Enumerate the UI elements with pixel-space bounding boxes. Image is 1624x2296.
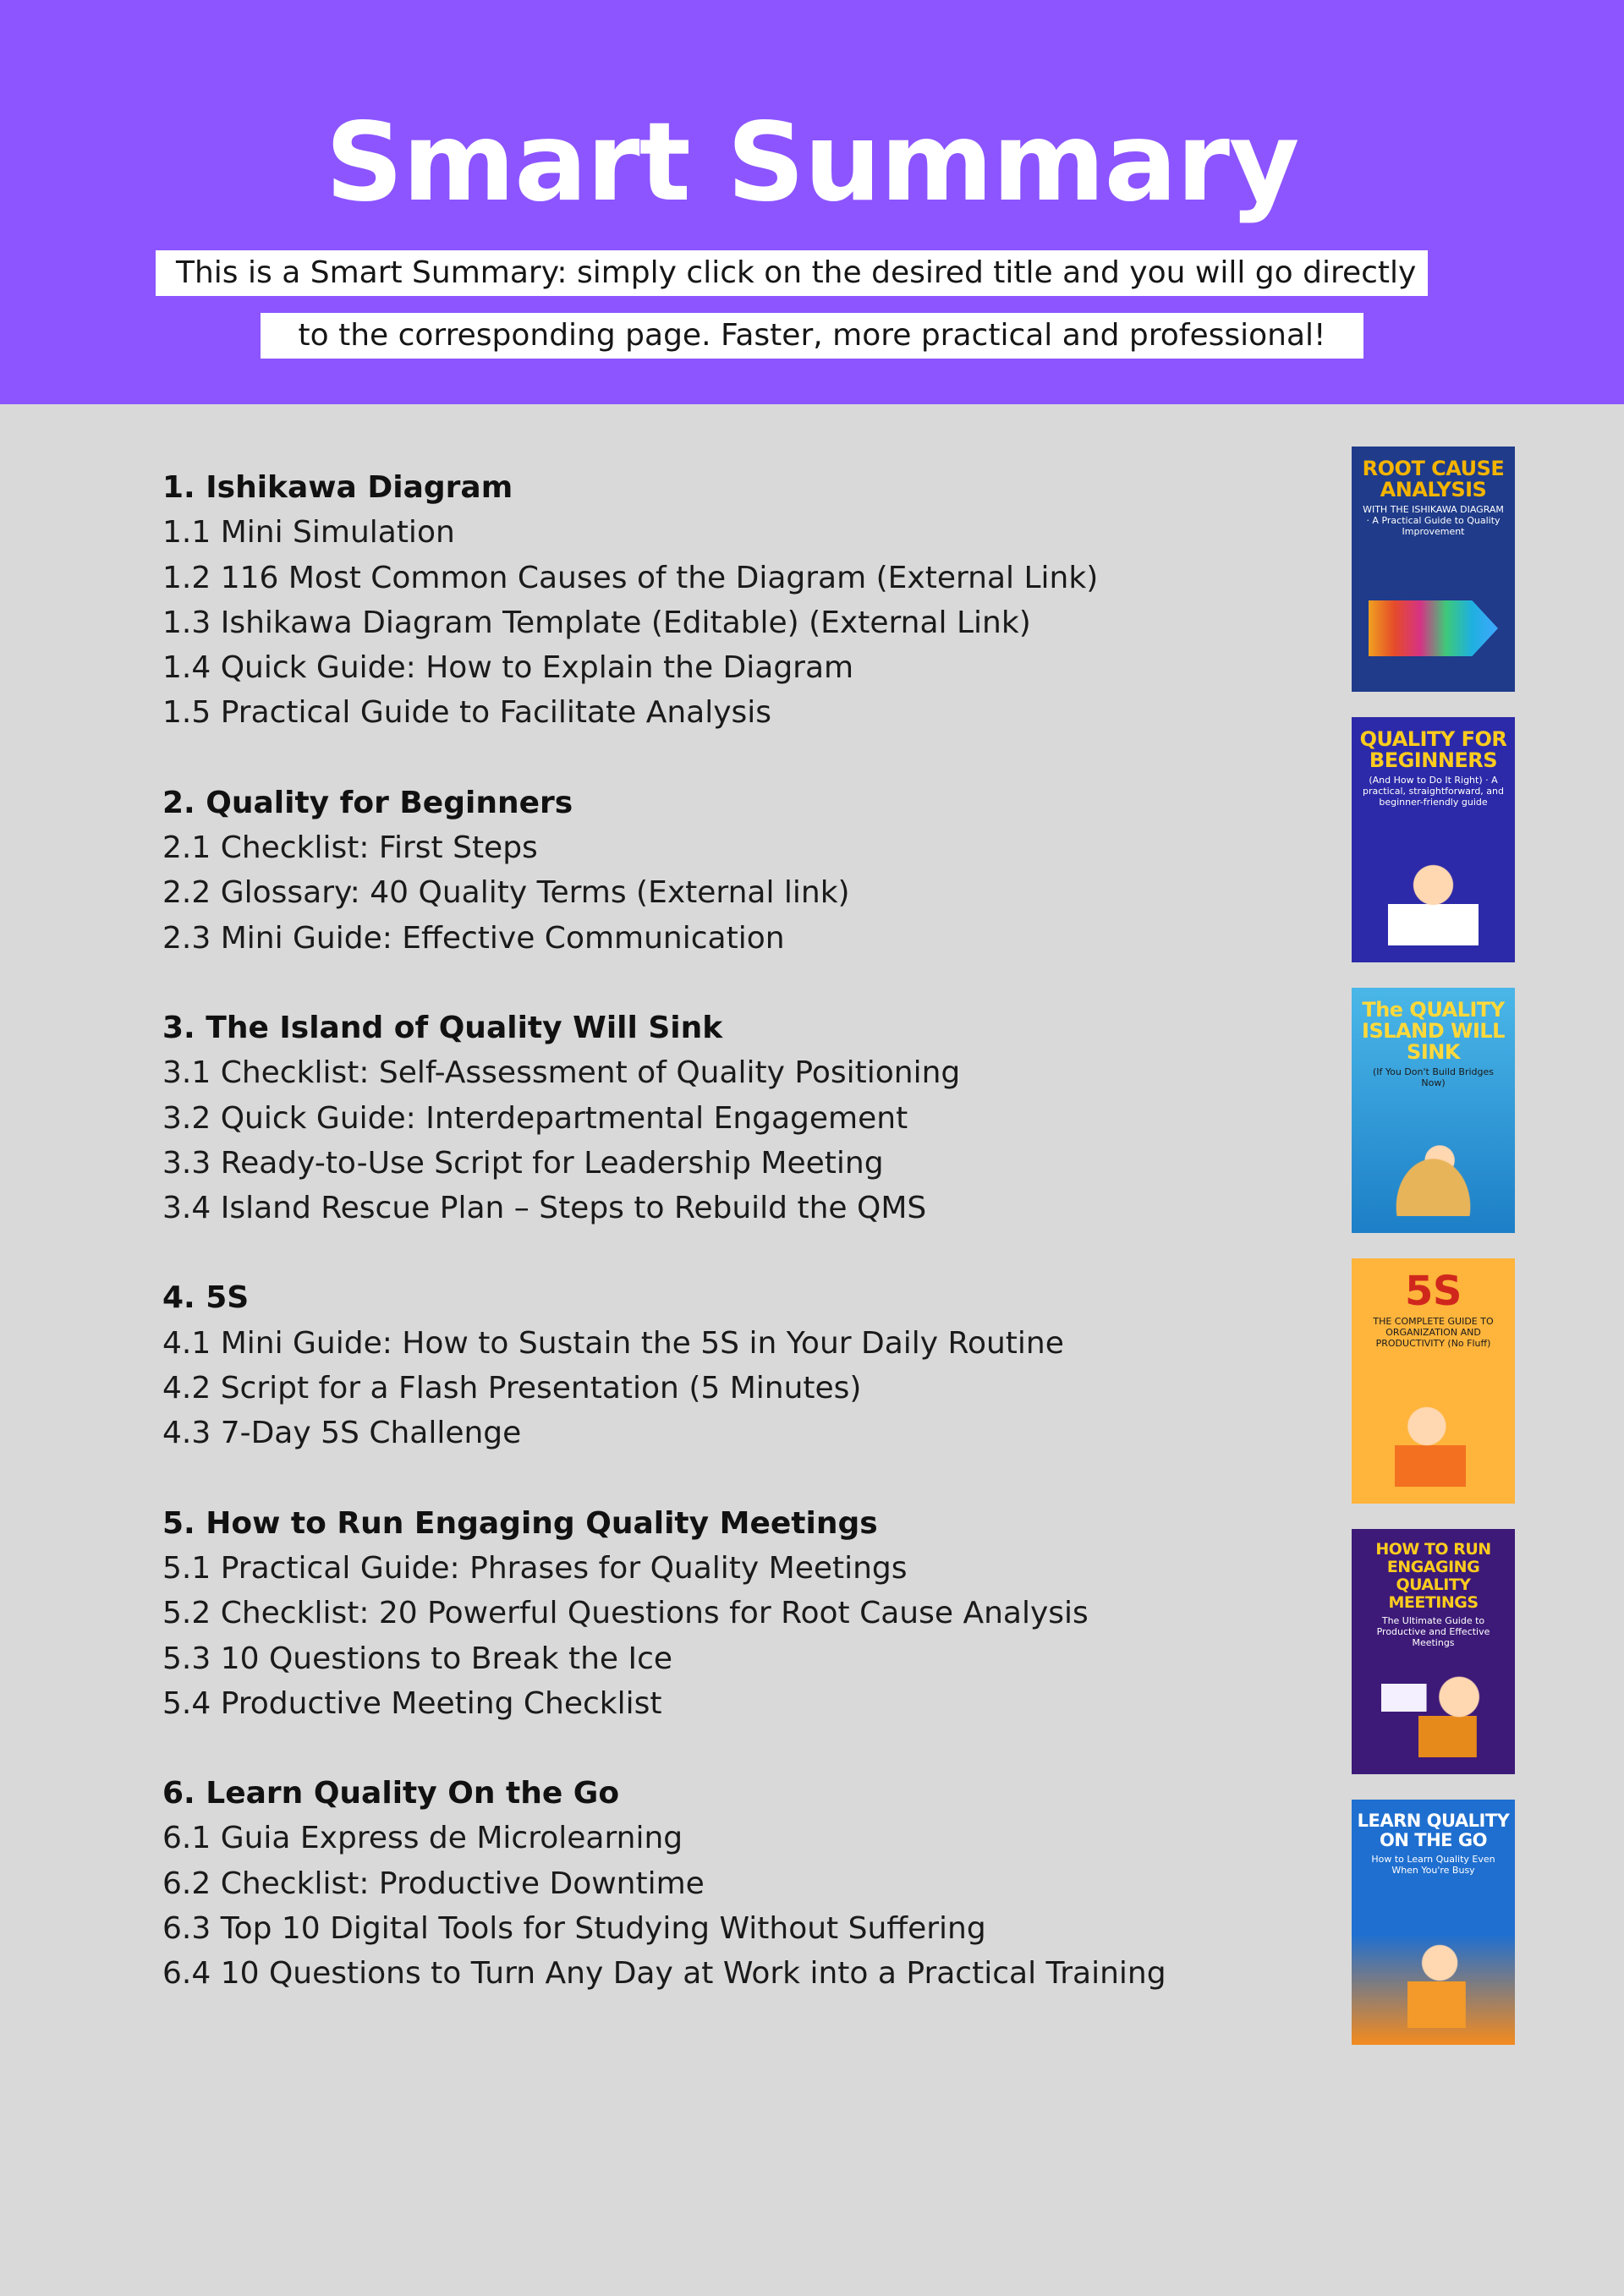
running-person-icon [1369, 1935, 1498, 2028]
toc-section-4 [162, 1275, 1330, 1455]
table-of-contents [162, 465, 1330, 1997]
page-title: Smart Summary [325, 100, 1299, 226]
island-icon [1369, 1123, 1498, 1216]
toc-item[interactable]: 1.1 Mini Simulation [162, 515, 455, 551]
toc-item[interactable]: 1.4 Quick Guide: How to Explain the Diagram [162, 650, 854, 686]
toc-section-2 [162, 781, 1330, 961]
toc-item[interactable]: 5.4 Productive Meeting Checklist [162, 1685, 662, 1721]
book-covers-column [1352, 447, 1515, 2070]
toc-item[interactable]: 6.1 Guia Express de Microlearning [162, 1821, 683, 1856]
toc-item[interactable]: 3.1 Checklist: Self-Assessment of Quality Positioning [162, 1055, 961, 1091]
toc-item[interactable]: 2.1 Checklist: First Steps [162, 830, 538, 866]
toc-item[interactable]: 6.2 Checklist: Productive Downtime [162, 1866, 705, 1901]
book-cover-ishikawa[interactable] [1352, 447, 1515, 692]
subtitle-line-2: to the corresponding page. Faster, more practical and professional! [261, 313, 1363, 359]
toc-section-1 [162, 465, 1330, 736]
cover-title: LEARN QUALITY ON THE GO [1357, 1811, 1510, 1850]
cover-subtitle: The Ultimate Guide to Productive and Effective Meetings [1376, 1615, 1490, 1648]
toc-item[interactable]: 6.3 Top 10 Digital Tools for Studying Without Suffering [162, 1911, 986, 1947]
book-cover-quality-island[interactable] [1352, 988, 1515, 1233]
toc-item[interactable]: 4.1 Mini Guide: How to Sustain the 5S in Your Daily Routine [162, 1325, 1064, 1361]
book-cover-quality-meetings[interactable] [1352, 1529, 1515, 1774]
cover-subtitle: THE COMPLETE GUIDE TO ORGANIZATION AND PRODUCTIVITY (No Fluff) [1373, 1316, 1494, 1349]
toc-section-3 [162, 1006, 1330, 1230]
section-title-ishikawa[interactable]: 1. Ishikawa Diagram [162, 470, 513, 505]
cover-title: The QUALITY ISLAND WILL SINK [1362, 998, 1505, 1064]
toc-item[interactable]: 1.2 116 Most Common Causes of the Diagram (External Link) [162, 560, 1099, 595]
book-cover-quality-beginners[interactable] [1352, 717, 1515, 962]
toc-item[interactable]: 5.3 10 Questions to Break the Ice [162, 1641, 673, 1676]
toc-item[interactable]: 1.3 Ishikawa Diagram Template (Editable) (External Link) [162, 605, 1031, 640]
section-title-quality-island[interactable]: 3. The Island of Quality Will Sink [162, 1010, 723, 1045]
toc-item[interactable]: 1.5 Practical Guide to Facilitate Analysis [162, 695, 772, 731]
toc-item[interactable]: 4.3 7-Day 5S Challenge [162, 1416, 522, 1451]
cover-title: HOW TO RUN ENGAGING QUALITY MEETINGS [1375, 1540, 1491, 1612]
toc-item[interactable]: 5.1 Practical Guide: Phrases for Quality Meetings [162, 1550, 908, 1586]
cover-subtitle: (And How to Do It Right) · A practical, straightforward, and beginner-friendly guide [1363, 775, 1504, 808]
toc-section-6 [162, 1771, 1330, 1996]
toc-item[interactable]: 4.2 Script for a Flash Presentation (5 Minutes) [162, 1371, 862, 1406]
toc-item[interactable]: 6.4 10 Questions to Turn Any Day at Work into a Practical Training [162, 1956, 1166, 1992]
fishbone-icon [1369, 582, 1498, 675]
section-title-quality-beginners[interactable]: 2. Quality for Beginners [162, 785, 573, 820]
toc-section-5 [162, 1501, 1330, 1726]
book-cover-learn-quality[interactable] [1352, 1800, 1515, 2045]
meeting-presenter-icon [1369, 1664, 1498, 1757]
person-with-arrow-icon [1369, 1394, 1498, 1487]
cover-title: 5S [1405, 1268, 1462, 1315]
toc-item[interactable]: 2.3 Mini Guide: Effective Communication [162, 920, 785, 956]
section-title-learn-quality[interactable]: 6. Learn Quality On the Go [162, 1776, 620, 1811]
toc-item[interactable]: 3.4 Island Rescue Plan – Steps to Rebuild the QMS [162, 1191, 927, 1226]
subtitle-line-1: This is a Smart Summary: simply click on the desired title and you will go directly [156, 250, 1428, 296]
toc-item[interactable]: 5.2 Checklist: 20 Powerful Questions for Root Cause Analysis [162, 1596, 1089, 1631]
cover-title: ROOT CAUSE ANALYSIS [1362, 457, 1505, 501]
cover-subtitle: WITH THE ISHIKAWA DIAGRAM · A Practical Guide to Quality Improvement [1363, 504, 1504, 537]
header-banner [0, 0, 1624, 404]
cover-subtitle: How to Learn Quality Even When You're Busy [1371, 1854, 1495, 1876]
person-with-checklist-icon [1369, 852, 1498, 945]
book-cover-5s[interactable] [1352, 1258, 1515, 1504]
toc-item[interactable]: 3.2 Quick Guide: Interdepartmental Engagement [162, 1100, 908, 1136]
cover-title: QUALITY FOR BEGINNERS [1359, 727, 1507, 772]
toc-item[interactable]: 3.3 Ready-to-Use Script for Leadership Meeting [162, 1145, 884, 1181]
section-title-5s[interactable]: 4. 5S [162, 1280, 250, 1316]
section-title-quality-meetings[interactable]: 5. How to Run Engaging Quality Meetings [162, 1505, 878, 1541]
cover-subtitle: (If You Don't Build Bridges Now) [1372, 1066, 1495, 1088]
toc-item[interactable]: 2.2 Glossary: 40 Quality Terms (External link) [162, 875, 850, 911]
